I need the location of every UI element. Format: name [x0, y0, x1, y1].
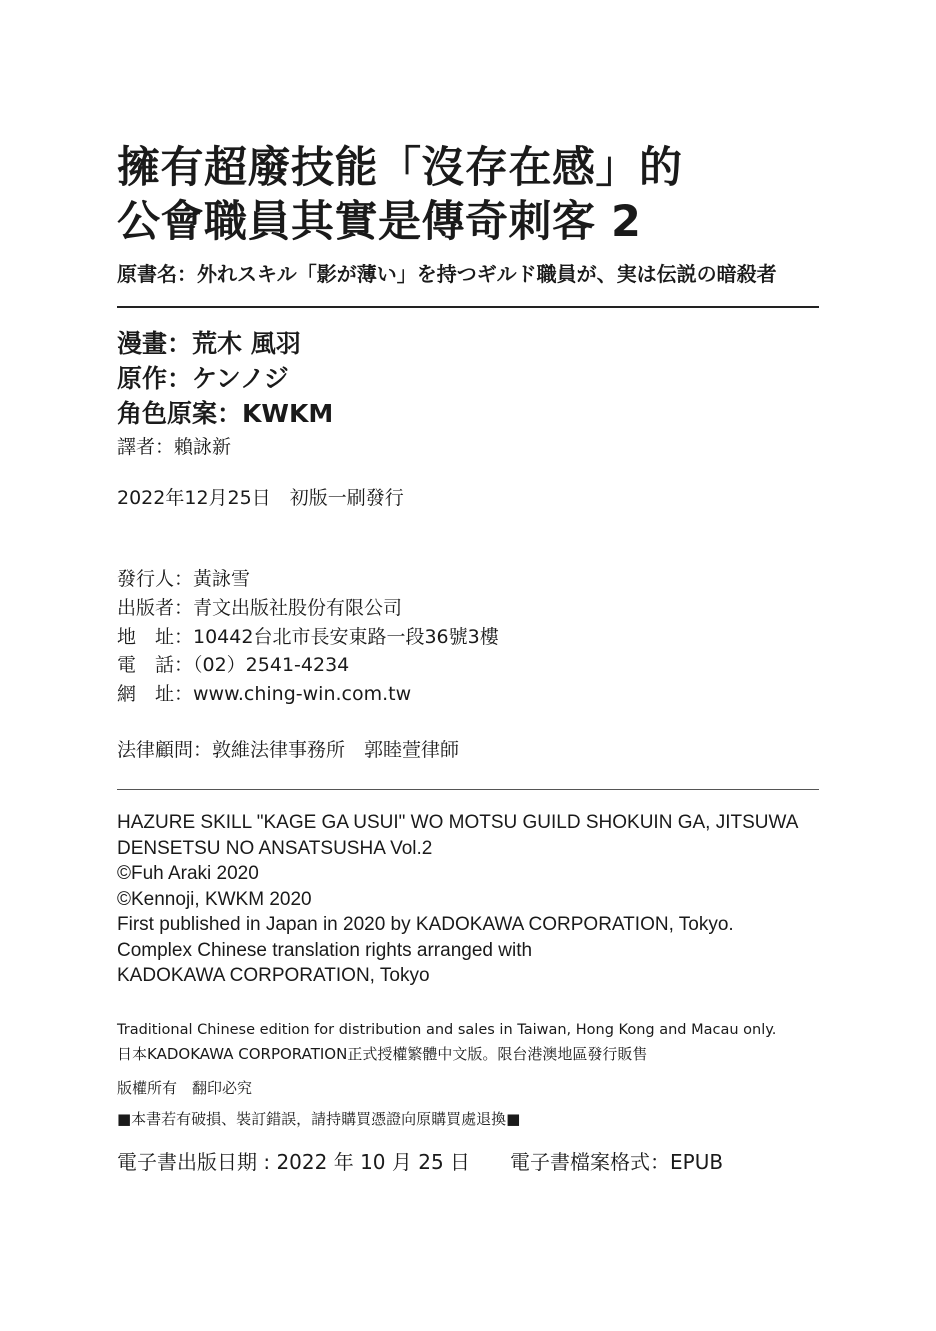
credit-character-design: 角色原案：KWKM — [117, 399, 334, 428]
english-line: KADOKAWA CORPORATION, Tokyo — [117, 965, 430, 986]
ebook-footer — [117, 1148, 723, 1176]
publisher-address: 地 址：10442台北市長安東路一段36號3樓 — [117, 626, 499, 648]
divider-thick — [117, 306, 819, 308]
english-line: DENSETSU NO ANSATSUSHA Vol.2 — [117, 837, 433, 859]
english-line: Complex Chinese translation rights arranged with — [117, 939, 533, 961]
english-line: ©Fuh Araki 2020 — [117, 863, 259, 884]
legal-counsel: 法律顧問：敦維法律事務所 郭睦萱律師 — [117, 739, 460, 761]
credit-original-author: 原作：ケンノジ — [117, 364, 289, 393]
english-line: HAZURE SKILL "KAGE GA USUI" WO MOTSU GUILD SHOKUIN GA, JITSUWA — [117, 812, 799, 833]
book-title-line-1: 擁有超廢技能「沒存在感」的 — [117, 143, 683, 193]
original-title: 原書名：外れスキル「影が薄い」を持つギルド職員が、実は伝説の暗殺者 — [117, 262, 777, 286]
credit-translator: 譯者：賴詠新 — [117, 436, 232, 458]
credit-manga: 漫畫：荒木 風羽 — [117, 329, 301, 358]
book-title-line-2: 公會職員其實是傳奇刺客 2 — [117, 197, 642, 247]
english-line: First published in Japan in 2020 by KADOKAWA CORPORATION, Tokyo. — [117, 914, 734, 935]
english-line: ©Kennoji, KWKM 2020 — [117, 888, 312, 910]
publisher-website: 網 址：www.ching-win.com.tw — [117, 683, 412, 705]
ebook-file-format: 電子書檔案格式：EPUB — [510, 1150, 724, 1174]
divider-thin — [117, 789, 819, 790]
publisher: 出版者：青文出版社股份有限公司 — [117, 597, 403, 619]
distribution-english: Traditional Chinese edition for distribution and sales in Taiwan, Hong Kong and Macau only. — [117, 1022, 777, 1038]
issuer: 發行人：黃詠雪 — [117, 568, 251, 590]
distribution-chinese: 日本KADOKAWA CORPORATION正式授權繁體中文版。限台港澳地區發行販售 — [117, 1045, 648, 1063]
rights-reserved: 版權所有 翻印必究 — [117, 1079, 253, 1097]
return-notice: ■本書若有破損、裝訂錯誤，請持購買憑證向原購買處退換■ — [117, 1110, 521, 1128]
publication-date: 2022年12月25日 初版一刷發行 — [117, 487, 404, 509]
publisher-phone: 電 話：（02）2541-4234 — [117, 654, 350, 676]
ebook-publish-date: 電子書出版日期 : 2022 年 10 月 25 日 — [117, 1150, 471, 1174]
